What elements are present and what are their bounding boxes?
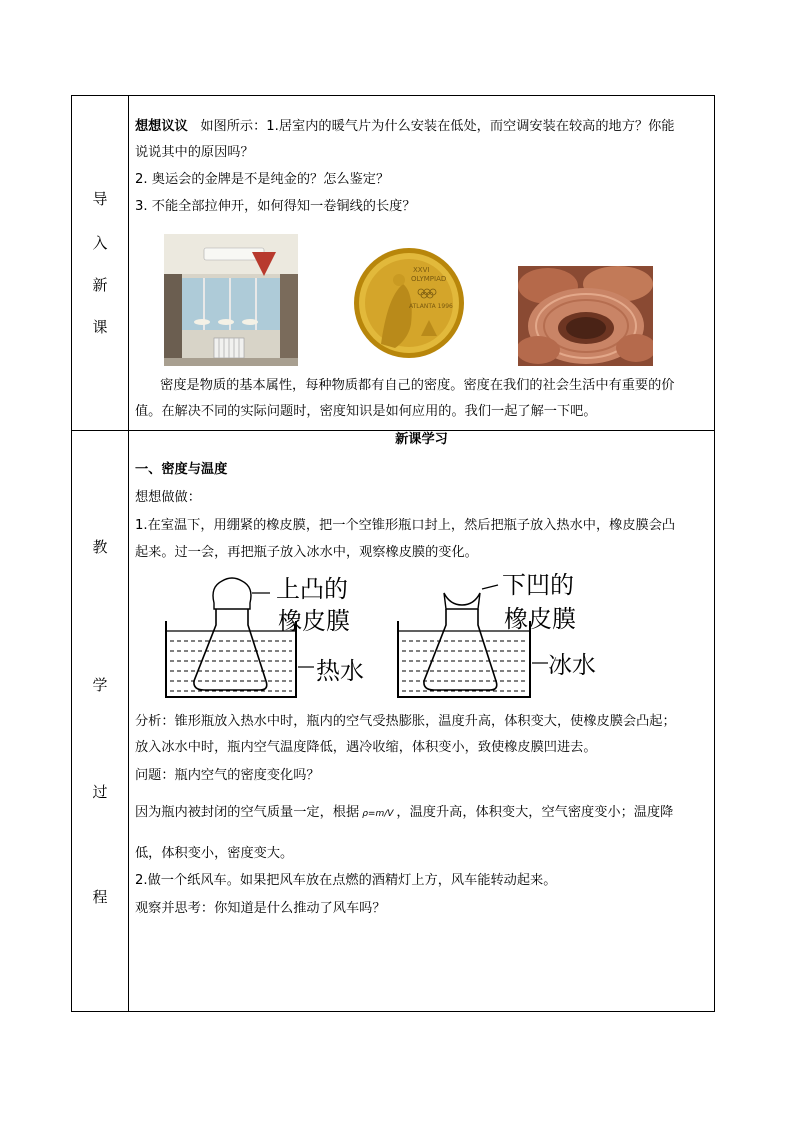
left-membrane-label-2: 橡皮膜 [278, 607, 350, 635]
medal-text-bottom: ATLANTA 1996 [409, 303, 453, 310]
question-line: 问题：瓶内空气的密度变化吗？ [135, 768, 320, 783]
intro-side-char-3: 新 [92, 276, 108, 294]
intro-side-char-1: 导 [92, 190, 108, 208]
right-membrane-label-1: 下凹的 [502, 573, 574, 599]
intro-para-line-1 [135, 372, 674, 400]
hot-water-label: 热水 [316, 657, 364, 685]
copper-coil-photo [518, 266, 653, 366]
teach-side-char-1: 教 [92, 538, 108, 556]
room-radiator-photo [164, 234, 298, 366]
intro-line-4: 3. 不能全部拉伸开，如何得知一卷铜线的长度？ [135, 199, 416, 214]
intro-line-1-text: 如图所示：1.居室内的暖气片为什么安装在低处，而空调安装在较高的地方？你能 [200, 119, 675, 134]
observe-line: 观察并思考：你知道是什么推动了风车吗？ [135, 901, 386, 916]
intro-side-char-2: 入 [92, 234, 108, 252]
step1-line-2: 起来。过一会，再把瓶子放入冰水中，观察橡皮膜的变化。 [135, 545, 478, 560]
step2-line: 2.做一个纸风车。如果把风车放在点燃的酒精灯上方，风车能转动起来。 [135, 873, 557, 888]
right-membrane-label-2: 橡皮膜 [504, 605, 576, 633]
think-label: 想想做做： [135, 490, 201, 505]
medal-text-top: XXVI [413, 266, 430, 274]
answer-post: ，温度升高，体积变大，空气密度变小；温度降 [396, 805, 674, 820]
teach-side-char-4: 程 [92, 888, 108, 906]
answer-line-1 [135, 799, 673, 828]
analysis-line-1: 分析：锥形瓶放入热水中时，瓶内的空气受热膨胀，温度升高，体积变大，使橡皮膜会凸起； [135, 714, 676, 729]
teach-side-char-3: 过 [92, 783, 108, 801]
intro-line-2: 说说其中的原因吗？ [135, 145, 254, 160]
column-divider [128, 96, 129, 1011]
intro-line-3: 2. 奥运会的金牌是不是纯金的？怎么鉴定？ [135, 172, 390, 187]
answer-pre: 因为瓶内被封闭的空气质量一定，根据 [135, 805, 360, 820]
left-membrane-label-1: 上凸的 [276, 575, 348, 603]
ice-water-setup [398, 585, 548, 697]
intro-para-2: 值。在解决不同的实际问题时，密度知识是如何应用的。我们一起了解一下吧。 [135, 404, 597, 419]
intro-heading: 想想议议 [135, 119, 188, 134]
step1-line-1: 1.在室温下，用绷紧的橡皮膜，把一个空锥形瓶口封上，然后把瓶子放入热水中，橡皮膜会凸 [135, 518, 676, 533]
flask-experiment-diagram [164, 573, 604, 701]
intro-line-1 [135, 113, 674, 141]
section-title: 新课学习 [395, 432, 448, 447]
section-heading: 一、密度与温度 [135, 462, 228, 477]
gold-medal-photo [351, 246, 467, 360]
analysis-line-2: 放入冰水中时，瓶内空气温度降低，遇冷收缩，体积变小，致使橡皮膜凹进去。 [135, 740, 597, 755]
intro-para-1: 密度是物质的基本属性，每种物质都有自己的密度。密度在我们的社会生活中有重要的价 [160, 378, 675, 393]
density-formula: ρ=m/V [362, 809, 394, 819]
medal-text-mid: OLYMPIAD [411, 275, 447, 283]
teach-side-char-2: 学 [92, 676, 108, 694]
ice-water-label: 冰水 [548, 651, 596, 679]
intro-side-char-4: 课 [92, 318, 108, 336]
answer-line-2: 低，体积变小，密度变大。 [135, 846, 294, 861]
